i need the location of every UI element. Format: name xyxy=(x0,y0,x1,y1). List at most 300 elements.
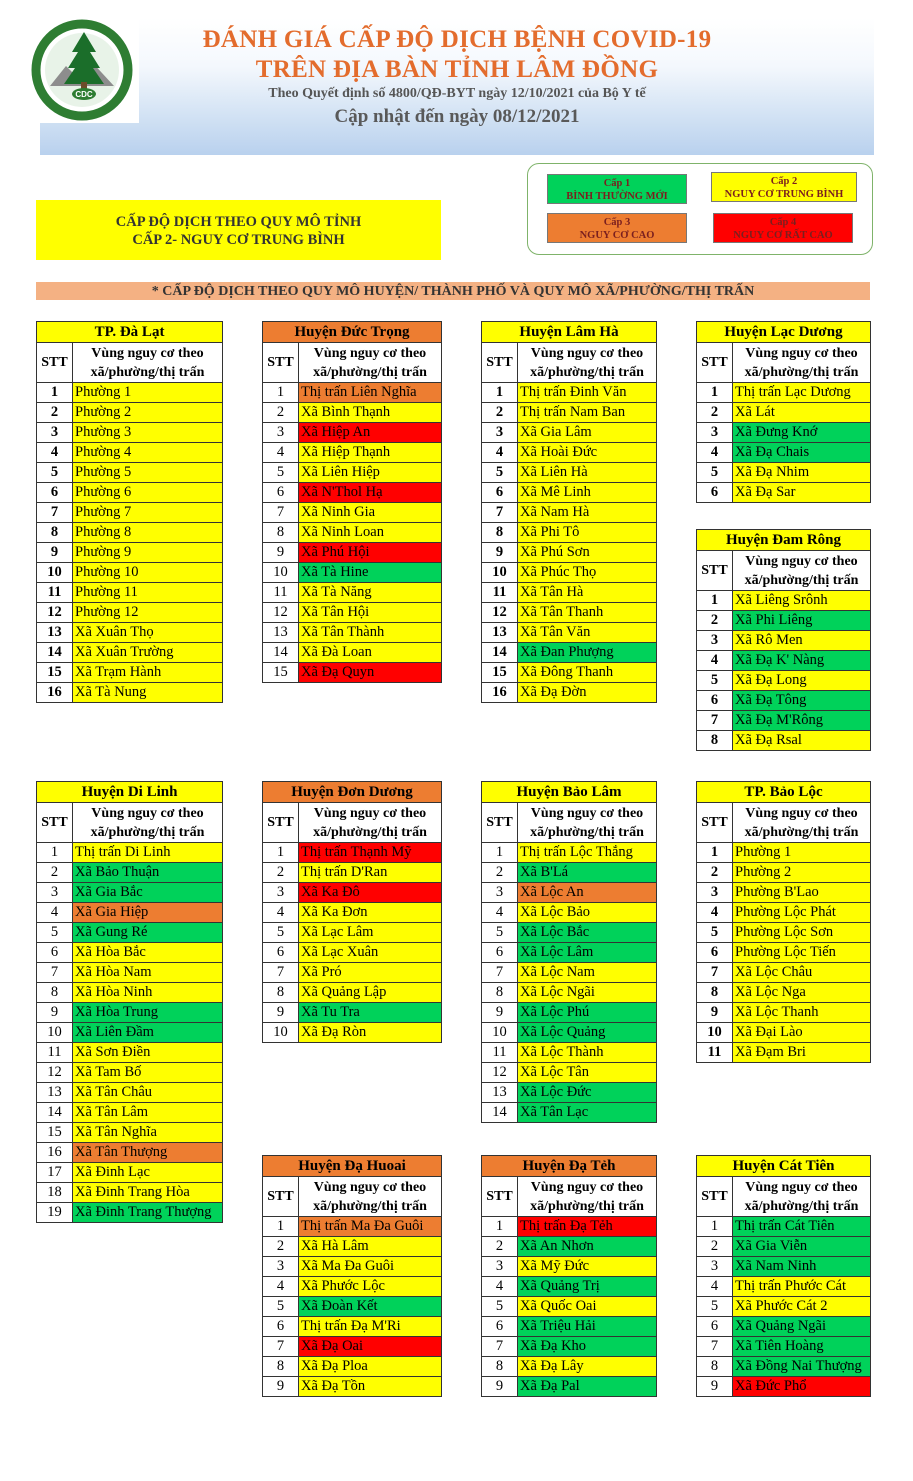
row-number: 5 xyxy=(697,1297,733,1317)
commune-name: Phường 2 xyxy=(733,863,871,883)
table-row xyxy=(37,643,223,663)
row-number: 8 xyxy=(263,983,299,1003)
commune-name: Phường Lộc Phát xyxy=(733,903,871,923)
table-row xyxy=(37,663,223,683)
district-name: Huyện Đức Trọng xyxy=(263,322,442,343)
table-row xyxy=(482,863,657,883)
row-number: 10 xyxy=(263,1023,299,1043)
row-number: 10 xyxy=(482,563,518,583)
table-row xyxy=(37,1063,223,1083)
row-number: 14 xyxy=(482,1103,518,1123)
commune-name: Xã Hà Lâm xyxy=(299,1237,442,1257)
row-number: 4 xyxy=(37,443,73,463)
table-row xyxy=(482,983,657,1003)
stt-header: STT xyxy=(482,1177,518,1217)
district-table xyxy=(36,321,223,703)
commune-name: Xã Lộc Nam xyxy=(518,963,657,983)
table-row xyxy=(697,403,871,423)
table-row xyxy=(263,523,442,543)
row-number: 16 xyxy=(37,683,73,703)
row-number: 11 xyxy=(482,583,518,603)
commune-name: Phường 4 xyxy=(73,443,223,463)
row-number: 2 xyxy=(697,1237,733,1257)
area-header: Vùng nguy cơ theo xã/phường/thị trấn xyxy=(518,803,657,843)
commune-name: Xã Quảng Lập xyxy=(299,983,442,1003)
commune-name: Xã Đại Lào xyxy=(733,1023,871,1043)
stt-header: STT xyxy=(263,343,299,383)
row-number: 1 xyxy=(482,843,518,863)
row-number: 7 xyxy=(482,963,518,983)
commune-name: Xã Hiệp An xyxy=(299,423,442,443)
table-row xyxy=(263,1217,442,1237)
commune-name: Thị trấn Ma Đa Guôi xyxy=(299,1217,442,1237)
table-row xyxy=(697,591,871,611)
commune-name: Xã Mỹ Đức xyxy=(518,1257,657,1277)
commune-name: Xã Tà Nung xyxy=(73,683,223,703)
row-number: 6 xyxy=(37,943,73,963)
district-table xyxy=(36,781,223,1223)
table-row xyxy=(697,631,871,651)
district-name: Huyện Đạ Tẻh xyxy=(482,1156,657,1177)
row-number: 2 xyxy=(482,403,518,423)
commune-name: Xã B'Lá xyxy=(518,863,657,883)
commune-name: Xã Đức Phổ xyxy=(733,1377,871,1397)
table-row xyxy=(697,923,871,943)
table-row xyxy=(697,1277,871,1297)
table-row xyxy=(482,443,657,463)
section-title: * CẤP ĐỘ DỊCH THEO QUY MÔ HUYỆN/ THÀNH PHỐ VÀ QUY MÔ XÃ/PHƯỜNG/THỊ TRẤN xyxy=(36,282,870,300)
table-row xyxy=(697,983,871,1003)
row-number: 5 xyxy=(482,923,518,943)
commune-name: Phường 8 xyxy=(73,523,223,543)
table-row xyxy=(37,923,223,943)
area-header: Vùng nguy cơ theo xã/phường/thị trấn xyxy=(518,1177,657,1217)
commune-name: Xã N'Thol Hạ xyxy=(299,483,442,503)
commune-name: Xã Đạ Lây xyxy=(518,1357,657,1377)
commune-name: Xã Đạ Kho xyxy=(518,1337,657,1357)
row-number: 15 xyxy=(482,663,518,683)
commune-name: Xã Tân Thanh xyxy=(518,603,657,623)
row-number: 5 xyxy=(482,463,518,483)
commune-name: Xã Ninh Loan xyxy=(299,523,442,543)
table-row xyxy=(263,863,442,883)
table-row xyxy=(697,1003,871,1023)
stt-header: STT xyxy=(263,1177,299,1217)
commune-name: Xã Đạ Ploa xyxy=(299,1357,442,1377)
table-row xyxy=(697,443,871,463)
table-row xyxy=(263,423,442,443)
district-table xyxy=(262,781,442,1043)
row-number: 4 xyxy=(697,651,733,671)
row-number: 2 xyxy=(697,403,733,423)
row-number: 2 xyxy=(37,403,73,423)
table-row xyxy=(482,1103,657,1123)
commune-name: Xã Phú Hội xyxy=(299,543,442,563)
row-number: 3 xyxy=(482,423,518,443)
commune-name: Xã Quảng Ngãi xyxy=(733,1317,871,1337)
commune-name: Thị trấn Thạnh Mỹ xyxy=(299,843,442,863)
row-number: 14 xyxy=(482,643,518,663)
commune-name: Xã Liêng Srônh xyxy=(733,591,871,611)
table-row xyxy=(482,1357,657,1377)
row-number: 8 xyxy=(482,983,518,1003)
commune-name: Xã Đinh Trang Hòa xyxy=(73,1183,223,1203)
table-row xyxy=(37,943,223,963)
table-row xyxy=(482,503,657,523)
row-number: 8 xyxy=(697,731,733,751)
district-table xyxy=(481,1155,657,1397)
table-row xyxy=(697,1043,871,1063)
commune-name: Xã Quốc Oai xyxy=(518,1297,657,1317)
table-row xyxy=(263,443,442,463)
commune-name: Xã Sơn Điền xyxy=(73,1043,223,1063)
district-name: Huyện Đạ Huoai xyxy=(263,1156,442,1177)
table-row xyxy=(263,903,442,923)
table-row xyxy=(263,943,442,963)
area-header: Vùng nguy cơ theo xã/phường/thị trấn xyxy=(733,1177,871,1217)
row-number: 6 xyxy=(37,483,73,503)
row-number: 3 xyxy=(482,1257,518,1277)
table-row xyxy=(37,683,223,703)
row-number: 1 xyxy=(263,1217,299,1237)
row-number: 1 xyxy=(697,591,733,611)
commune-name: Xã Đạ Pal xyxy=(518,1377,657,1397)
stt-header: STT xyxy=(37,343,73,383)
row-number: 12 xyxy=(263,603,299,623)
row-number: 9 xyxy=(263,1003,299,1023)
row-number: 4 xyxy=(697,903,733,923)
table-row xyxy=(482,623,657,643)
row-number: 3 xyxy=(697,883,733,903)
commune-name: Xã Nam Ninh xyxy=(733,1257,871,1277)
table-row xyxy=(482,403,657,423)
table-row xyxy=(697,611,871,631)
row-number: 16 xyxy=(482,683,518,703)
commune-name: Xã Tân Nghĩa xyxy=(73,1123,223,1143)
stt-header: STT xyxy=(697,551,733,591)
update-date: Cập nhật đến ngày 08/12/2021 xyxy=(334,106,580,127)
table-row xyxy=(37,443,223,463)
table-row xyxy=(263,643,442,663)
row-number: 2 xyxy=(263,1237,299,1257)
commune-name: Xã Đinh Lạc xyxy=(73,1163,223,1183)
table-row xyxy=(482,1023,657,1043)
row-number: 13 xyxy=(37,1083,73,1103)
commune-name: Xã Đạ Đờn xyxy=(518,683,657,703)
table-row xyxy=(482,1043,657,1063)
commune-name: Xã Đoàn Kết xyxy=(299,1297,442,1317)
table-row xyxy=(263,383,442,403)
commune-name: Phường 6 xyxy=(73,483,223,503)
row-number: 9 xyxy=(263,543,299,563)
row-number: 11 xyxy=(697,1043,733,1063)
district-name: Huyện Lâm Hà xyxy=(482,322,657,343)
commune-name: Thị trấn Nam Ban xyxy=(518,403,657,423)
table-row xyxy=(697,863,871,883)
commune-name: Xã Gia Bắc xyxy=(73,883,223,903)
commune-name: Xã Lộc Ngãi xyxy=(518,983,657,1003)
row-number: 14 xyxy=(37,643,73,663)
commune-name: Xã Bảo Thuận xyxy=(73,863,223,883)
table-row xyxy=(263,543,442,563)
area-header: Vùng nguy cơ theo xã/phường/thị trấn xyxy=(299,1177,442,1217)
row-number: 7 xyxy=(263,503,299,523)
row-number: 6 xyxy=(697,1317,733,1337)
commune-name: Xã Hòa Nam xyxy=(73,963,223,983)
commune-name: Xã Lộc Thành xyxy=(518,1043,657,1063)
table-row xyxy=(697,883,871,903)
commune-name: Xã Hòa Ninh xyxy=(73,983,223,1003)
area-header: Vùng nguy cơ theo xã/phường/thị trấn xyxy=(299,343,442,383)
commune-name: Xã Bình Thạnh xyxy=(299,403,442,423)
row-number: 10 xyxy=(482,1023,518,1043)
commune-name: Xã Phi Liêng xyxy=(733,611,871,631)
commune-name: Xã Lạc Xuân xyxy=(299,943,442,963)
row-number: 4 xyxy=(482,1277,518,1297)
commune-name: Xã Lộc Phú xyxy=(518,1003,657,1023)
table-row xyxy=(482,1003,657,1023)
row-number: 3 xyxy=(37,423,73,443)
commune-name: Xã Tân Lâm xyxy=(73,1103,223,1123)
table-row xyxy=(697,483,871,503)
commune-name: Xã Lát xyxy=(733,403,871,423)
row-number: 2 xyxy=(263,403,299,423)
commune-name: Xã Đạ Oai xyxy=(299,1337,442,1357)
table-row xyxy=(697,711,871,731)
table-row xyxy=(37,1003,223,1023)
table-row xyxy=(482,1317,657,1337)
table-row xyxy=(482,1277,657,1297)
district-table xyxy=(481,781,657,1123)
table-row xyxy=(697,651,871,671)
row-number: 17 xyxy=(37,1163,73,1183)
row-number: 5 xyxy=(263,923,299,943)
commune-name: Phường 1 xyxy=(733,843,871,863)
district-table xyxy=(262,321,442,683)
table-row xyxy=(263,623,442,643)
table-row xyxy=(482,1083,657,1103)
row-number: 3 xyxy=(697,423,733,443)
commune-name: Xã Tân Châu xyxy=(73,1083,223,1103)
row-number: 15 xyxy=(263,663,299,683)
table-row xyxy=(697,1217,871,1237)
row-number: 10 xyxy=(697,1023,733,1043)
row-number: 5 xyxy=(697,463,733,483)
commune-name: Xã Lộc Châu xyxy=(733,963,871,983)
row-number: 8 xyxy=(697,983,733,1003)
row-number: 12 xyxy=(37,1063,73,1083)
row-number: 9 xyxy=(37,543,73,563)
table-row xyxy=(482,523,657,543)
table-row xyxy=(697,1357,871,1377)
table-row xyxy=(697,1237,871,1257)
table-row xyxy=(482,683,657,703)
table-row xyxy=(37,583,223,603)
row-number: 5 xyxy=(697,923,733,943)
district-name: TP. Đà Lạt xyxy=(37,322,223,343)
district-name: Huyện Cát Tiên xyxy=(697,1156,871,1177)
row-number: 2 xyxy=(697,863,733,883)
row-number: 6 xyxy=(482,1317,518,1337)
table-row xyxy=(263,1277,442,1297)
title-line-1: ĐÁNH GIÁ CẤP ĐỘ DỊCH BỆNH COVID-19 xyxy=(202,26,712,53)
row-number: 3 xyxy=(697,1257,733,1277)
table-row xyxy=(37,423,223,443)
commune-name: Thị trấn Đinh Văn xyxy=(518,383,657,403)
row-number: 4 xyxy=(697,1277,733,1297)
row-number: 8 xyxy=(37,983,73,1003)
row-number: 15 xyxy=(37,1123,73,1143)
table-row xyxy=(37,983,223,1003)
district-table xyxy=(696,781,871,1063)
commune-name: Xã Đạ Long xyxy=(733,671,871,691)
row-number: 8 xyxy=(263,523,299,543)
row-number: 6 xyxy=(482,943,518,963)
table-row xyxy=(263,583,442,603)
commune-name: Xã Lộc Tân xyxy=(518,1063,657,1083)
table-row xyxy=(482,943,657,963)
commune-name: Xã Ma Đa Guôi xyxy=(299,1257,442,1277)
table-row xyxy=(37,623,223,643)
row-number: 9 xyxy=(482,1003,518,1023)
table-row xyxy=(263,1377,442,1397)
table-row xyxy=(263,1357,442,1377)
row-number: 1 xyxy=(37,843,73,863)
row-number: 7 xyxy=(697,1337,733,1357)
table-row xyxy=(263,1023,442,1043)
row-number: 7 xyxy=(263,963,299,983)
district-table xyxy=(481,321,657,703)
row-number: 7 xyxy=(482,1337,518,1357)
commune-name: Xã Đạm Bri xyxy=(733,1043,871,1063)
area-header: Vùng nguy cơ theo xã/phường/thị trấn xyxy=(299,803,442,843)
commune-name: Xã Lộc Bắc xyxy=(518,923,657,943)
stt-header: STT xyxy=(482,803,518,843)
commune-name: Xã Phước Cát 2 xyxy=(733,1297,871,1317)
commune-name: Xã Phước Lộc xyxy=(299,1277,442,1297)
province-level-title: CẤP ĐỘ DỊCH THEO QUY MÔ TỈNH xyxy=(115,214,362,230)
commune-name: Xã Hòa Trung xyxy=(73,1003,223,1023)
row-number: 8 xyxy=(697,1357,733,1377)
row-number: 8 xyxy=(263,1357,299,1377)
district-name: Huyện Đam Rông xyxy=(697,530,871,551)
commune-name: Phường 3 xyxy=(73,423,223,443)
commune-name: Thị trấn Phước Cát xyxy=(733,1277,871,1297)
province-level-box xyxy=(36,200,441,260)
table-row xyxy=(482,583,657,603)
commune-name: Xã Hòa Bắc xyxy=(73,943,223,963)
commune-name: Xã Tu Tra xyxy=(299,1003,442,1023)
table-row xyxy=(697,383,871,403)
commune-name: Xã Đạ Rsal xyxy=(733,731,871,751)
table-row xyxy=(37,1023,223,1043)
commune-name: Xã Tân Hà xyxy=(518,583,657,603)
row-number: 8 xyxy=(482,1357,518,1377)
table-row xyxy=(37,1123,223,1143)
row-number: 13 xyxy=(37,623,73,643)
commune-name: Xã Đưng Knớ xyxy=(733,423,871,443)
table-row xyxy=(482,663,657,683)
table-row xyxy=(263,1003,442,1023)
table-row xyxy=(482,383,657,403)
row-number: 4 xyxy=(697,443,733,463)
row-number: 11 xyxy=(37,1043,73,1063)
row-number: 9 xyxy=(263,1377,299,1397)
commune-name: Xã Đạ Sar xyxy=(733,483,871,503)
row-number: 2 xyxy=(482,863,518,883)
commune-name: Xã Nam Hà xyxy=(518,503,657,523)
commune-name: Xã Xuân Trường xyxy=(73,643,223,663)
district-name: Huyện Lạc Dương xyxy=(697,322,871,343)
commune-name: Xã Rô Men xyxy=(733,631,871,651)
table-row xyxy=(697,1257,871,1277)
table-row xyxy=(263,403,442,423)
row-number: 9 xyxy=(697,1377,733,1397)
table-row xyxy=(697,963,871,983)
table-row xyxy=(37,463,223,483)
commune-name: Xã An Nhơn xyxy=(518,1237,657,1257)
legend-level-3: Cấp 3 NGUY CƠ CAO xyxy=(547,213,687,243)
row-number: 3 xyxy=(697,631,733,651)
commune-name: Xã Tân Văn xyxy=(518,623,657,643)
table-row xyxy=(37,1083,223,1103)
table-row xyxy=(263,483,442,503)
row-number: 9 xyxy=(482,543,518,563)
row-number: 11 xyxy=(263,583,299,603)
row-number: 9 xyxy=(482,1377,518,1397)
table-row xyxy=(263,1337,442,1357)
row-number: 6 xyxy=(697,483,733,503)
commune-name: Xã Gung Ré xyxy=(73,923,223,943)
commune-name: Xã Lộc Lâm xyxy=(518,943,657,963)
title-line-2: TRÊN ĐỊA BÀN TỈNH LÂM ĐỒNG xyxy=(255,56,659,83)
row-number: 9 xyxy=(697,1003,733,1023)
stt-header: STT xyxy=(37,803,73,843)
table-row xyxy=(37,543,223,563)
commune-name: Xã Tân Thượng xyxy=(73,1143,223,1163)
area-header: Vùng nguy cơ theo xã/phường/thị trấn xyxy=(73,343,223,383)
row-number: 13 xyxy=(482,1083,518,1103)
district-table xyxy=(696,321,871,503)
commune-name: Xã Gia Hiệp xyxy=(73,903,223,923)
commune-name: Xã Đan Phượng xyxy=(518,643,657,663)
row-number: 3 xyxy=(37,883,73,903)
table-row xyxy=(263,1257,442,1277)
row-number: 12 xyxy=(37,603,73,623)
table-row xyxy=(37,503,223,523)
decision-reference: Theo Quyết định số 4800/QĐ-BYT ngày 12/10/2021 của Bộ Y tế xyxy=(268,86,646,101)
commune-name: Xã Đà Loan xyxy=(299,643,442,663)
district-name: Huyện Đơn Dương xyxy=(263,782,442,803)
row-number: 1 xyxy=(37,383,73,403)
table-row xyxy=(697,843,871,863)
district-name: Huyện Bảo Lâm xyxy=(482,782,657,803)
row-number: 14 xyxy=(263,643,299,663)
row-number: 14 xyxy=(37,1103,73,1123)
commune-name: Phường 2 xyxy=(73,403,223,423)
commune-name: Xã Ninh Gia xyxy=(299,503,442,523)
commune-name: Thị trấn Lộc Thắng xyxy=(518,843,657,863)
table-row xyxy=(482,923,657,943)
row-number: 8 xyxy=(37,523,73,543)
row-number: 11 xyxy=(482,1043,518,1063)
commune-name: Xã Đạ Ròn xyxy=(299,1023,442,1043)
table-row xyxy=(263,923,442,943)
commune-name: Xã Tà Hine xyxy=(299,563,442,583)
table-row xyxy=(697,691,871,711)
table-row xyxy=(482,543,657,563)
row-number: 7 xyxy=(697,711,733,731)
